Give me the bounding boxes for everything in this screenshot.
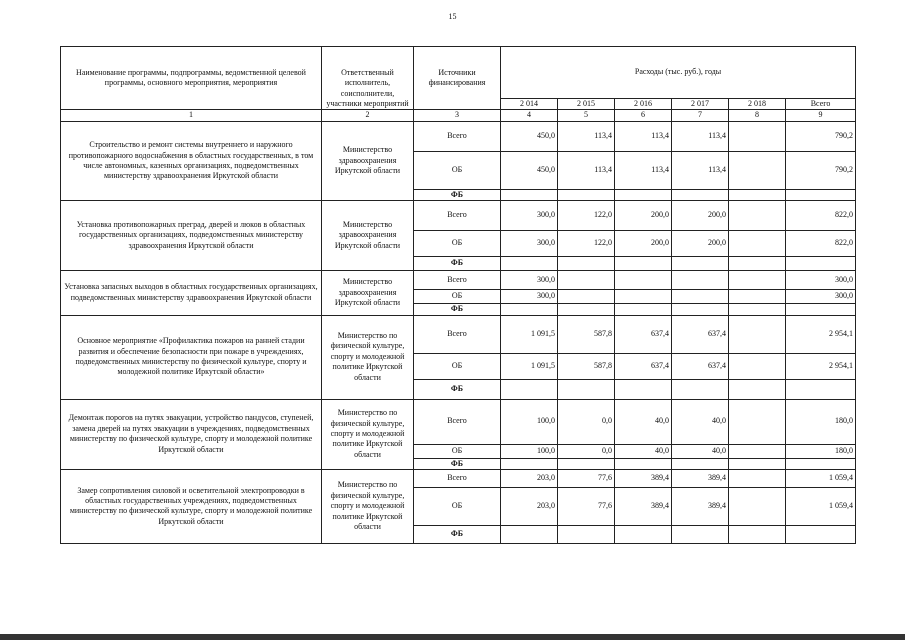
year-value-cell bbox=[672, 189, 729, 200]
responsible-cell: Министерство по физической культуре, спорту и молодежной политике Иркутской области bbox=[322, 469, 414, 543]
header-sources: Источники финансирования bbox=[414, 47, 501, 110]
year-value-cell: 637,4 bbox=[615, 315, 672, 353]
year-value-cell bbox=[501, 525, 558, 543]
year-value-cell bbox=[501, 379, 558, 399]
year-value-cell: 40,0 bbox=[672, 444, 729, 458]
year-value-cell: 300,0 bbox=[501, 231, 558, 257]
year-value-cell bbox=[672, 257, 729, 271]
year-value-cell bbox=[729, 379, 786, 399]
year-value-cell bbox=[615, 189, 672, 200]
scan-edge bbox=[0, 634, 905, 640]
year-value-cell bbox=[729, 399, 786, 444]
total-value-cell bbox=[786, 257, 856, 271]
year-value-cell bbox=[672, 458, 729, 469]
year-header: 2 014 bbox=[501, 99, 558, 110]
program-expenses-table bbox=[60, 46, 856, 544]
year-value-cell: 637,4 bbox=[672, 315, 729, 353]
year-value-cell: 389,4 bbox=[672, 469, 729, 487]
total-value-cell: 2 954,1 bbox=[786, 353, 856, 379]
source-cell: ФБ bbox=[414, 189, 501, 200]
source-cell: Всего bbox=[414, 271, 501, 290]
year-value-cell: 300,0 bbox=[501, 271, 558, 290]
header-expenses: Расходы (тыс. руб.), годы bbox=[501, 47, 856, 99]
year-value-cell: 77,6 bbox=[558, 487, 615, 525]
year-value-cell bbox=[615, 458, 672, 469]
column-number: 3 bbox=[414, 110, 501, 121]
column-number: 6 bbox=[615, 110, 672, 121]
year-value-cell: 113,4 bbox=[615, 151, 672, 189]
year-value-cell: 200,0 bbox=[615, 201, 672, 231]
year-value-cell: 637,4 bbox=[672, 353, 729, 379]
year-value-cell bbox=[729, 121, 786, 151]
table-row bbox=[61, 315, 856, 353]
year-value-cell bbox=[615, 379, 672, 399]
column-number: 9 bbox=[786, 110, 856, 121]
year-value-cell: 113,4 bbox=[615, 121, 672, 151]
year-value-cell bbox=[501, 257, 558, 271]
source-cell: ФБ bbox=[414, 379, 501, 399]
year-value-cell bbox=[729, 458, 786, 469]
total-value-cell: 790,2 bbox=[786, 121, 856, 151]
year-value-cell bbox=[729, 525, 786, 543]
year-value-cell: 450,0 bbox=[501, 151, 558, 189]
page-number: 15 bbox=[448, 12, 457, 21]
source-cell: Всего bbox=[414, 469, 501, 487]
year-value-cell: 203,0 bbox=[501, 487, 558, 525]
year-value-cell bbox=[729, 487, 786, 525]
responsible-cell: Министерство по физической культуре, спорту и молодежной политике Иркутской области bbox=[322, 315, 414, 399]
source-cell: ОБ bbox=[414, 290, 501, 304]
header-name: Наименование программы, подпрограммы, ведомственной целевой программы, основного мероприятия, мероприятия bbox=[61, 47, 322, 110]
year-header: 2 016 bbox=[615, 99, 672, 110]
source-cell: Всего bbox=[414, 315, 501, 353]
table-row bbox=[61, 469, 856, 487]
year-value-cell bbox=[615, 304, 672, 315]
year-value-cell: 40,0 bbox=[615, 444, 672, 458]
year-value-cell bbox=[729, 353, 786, 379]
source-cell: ФБ bbox=[414, 304, 501, 315]
source-cell: ОБ bbox=[414, 487, 501, 525]
source-cell: Всего bbox=[414, 121, 501, 151]
year-value-cell: 389,4 bbox=[672, 487, 729, 525]
year-value-cell bbox=[558, 458, 615, 469]
total-value-cell: 180,0 bbox=[786, 399, 856, 444]
column-number: 8 bbox=[729, 110, 786, 121]
year-value-cell: 113,4 bbox=[558, 151, 615, 189]
year-value-cell bbox=[729, 290, 786, 304]
year-value-cell: 1 091,5 bbox=[501, 353, 558, 379]
source-cell: Всего bbox=[414, 399, 501, 444]
year-header: 2 017 bbox=[672, 99, 729, 110]
year-value-cell bbox=[729, 469, 786, 487]
year-value-cell: 77,6 bbox=[558, 469, 615, 487]
year-value-cell bbox=[615, 257, 672, 271]
year-value-cell: 113,4 bbox=[672, 121, 729, 151]
year-value-cell bbox=[672, 290, 729, 304]
column-number: 1 bbox=[61, 110, 322, 121]
year-value-cell: 122,0 bbox=[558, 201, 615, 231]
year-value-cell bbox=[729, 257, 786, 271]
year-value-cell bbox=[672, 304, 729, 315]
source-cell: Всего bbox=[414, 201, 501, 231]
table-row bbox=[61, 271, 856, 290]
year-value-cell bbox=[729, 201, 786, 231]
source-cell: ОБ bbox=[414, 444, 501, 458]
total-value-cell bbox=[786, 304, 856, 315]
year-value-cell bbox=[558, 525, 615, 543]
year-value-cell bbox=[729, 271, 786, 290]
responsible-cell: Министерство здравоохранения Иркутской области bbox=[322, 201, 414, 271]
year-value-cell: 122,0 bbox=[558, 231, 615, 257]
activity-name-cell: Замер сопротивления силовой и осветительной электропроводки в областных государственных учреждениях, подведомственных министерству по физической культуре, спорту и молодежной политике Иркутской области bbox=[61, 469, 322, 543]
year-value-cell bbox=[615, 525, 672, 543]
activity-name-cell: Строительство и ремонт системы внутреннего и наружного противопожарного водоснабжения в областных государственных, в том числе автономных, казенных организациях, подведомственных министерству здравоохранения Иркутской области bbox=[61, 121, 322, 200]
year-value-cell bbox=[729, 231, 786, 257]
responsible-cell: Министерство здравоохранения Иркутской области bbox=[322, 271, 414, 315]
total-value-cell: 822,0 bbox=[786, 231, 856, 257]
year-value-cell bbox=[558, 257, 615, 271]
source-cell: ФБ bbox=[414, 458, 501, 469]
year-value-cell: 389,4 bbox=[615, 469, 672, 487]
year-value-cell bbox=[729, 304, 786, 315]
column-number: 4 bbox=[501, 110, 558, 121]
year-value-cell bbox=[558, 304, 615, 315]
year-value-cell: 203,0 bbox=[501, 469, 558, 487]
total-value-cell: 822,0 bbox=[786, 201, 856, 231]
responsible-cell: Министерство по физической культуре, спорту и молодежной политике Иркутской области bbox=[322, 399, 414, 469]
year-value-cell: 587,8 bbox=[558, 353, 615, 379]
year-value-cell: 200,0 bbox=[672, 231, 729, 257]
year-value-cell bbox=[501, 189, 558, 200]
year-value-cell bbox=[501, 304, 558, 315]
table-row bbox=[61, 201, 856, 231]
year-value-cell: 389,4 bbox=[615, 487, 672, 525]
total-value-cell: 300,0 bbox=[786, 271, 856, 290]
source-cell: ФБ bbox=[414, 525, 501, 543]
header-responsible: Ответственный исполнитель, соисполнители, участники мероприятий bbox=[322, 47, 414, 110]
source-cell: ОБ bbox=[414, 151, 501, 189]
year-value-cell: 200,0 bbox=[672, 201, 729, 231]
year-value-cell bbox=[615, 271, 672, 290]
year-value-cell: 40,0 bbox=[672, 399, 729, 444]
year-value-cell bbox=[729, 151, 786, 189]
source-cell: ФБ bbox=[414, 257, 501, 271]
year-value-cell bbox=[672, 379, 729, 399]
year-value-cell: 113,4 bbox=[558, 121, 615, 151]
source-cell: ОБ bbox=[414, 231, 501, 257]
total-value-cell: 2 954,1 bbox=[786, 315, 856, 353]
year-value-cell bbox=[558, 271, 615, 290]
year-value-cell: 587,8 bbox=[558, 315, 615, 353]
year-value-cell bbox=[672, 271, 729, 290]
year-value-cell: 0,0 bbox=[558, 399, 615, 444]
year-value-cell bbox=[501, 458, 558, 469]
total-value-cell bbox=[786, 189, 856, 200]
year-value-cell: 40,0 bbox=[615, 399, 672, 444]
year-value-cell: 300,0 bbox=[501, 290, 558, 304]
total-value-cell: 790,2 bbox=[786, 151, 856, 189]
activity-name-cell: Установка запасных выходов в областных государственных организациях, подведомственных министерству здравоохранения Иркутской области bbox=[61, 271, 322, 315]
source-cell: ОБ bbox=[414, 353, 501, 379]
activity-name-cell: Установка противопожарных преград, дверей и люков в областных государственных организациях, подведомственных министерству здравоохранения Иркутской области bbox=[61, 201, 322, 271]
table-row bbox=[61, 399, 856, 444]
column-number: 2 bbox=[322, 110, 414, 121]
year-value-cell: 100,0 bbox=[501, 399, 558, 444]
year-value-cell bbox=[558, 290, 615, 304]
year-header: 2 018 bbox=[729, 99, 786, 110]
year-value-cell: 100,0 bbox=[501, 444, 558, 458]
total-value-cell bbox=[786, 525, 856, 543]
total-value-cell bbox=[786, 458, 856, 469]
activity-name-cell: Основное мероприятие «Профилактика пожаров на ранней стадии развития и обеспечение безопасности при пожаре в учреждениях, подведомственных министерству по физической культуре, спорту и молодежной политике Иркутской области» bbox=[61, 315, 322, 399]
year-header: 2 015 bbox=[558, 99, 615, 110]
column-number: 7 bbox=[672, 110, 729, 121]
total-value-cell: 1 059,4 bbox=[786, 469, 856, 487]
total-value-cell: 1 059,4 bbox=[786, 487, 856, 525]
year-value-cell bbox=[558, 379, 615, 399]
table-row bbox=[61, 121, 856, 151]
responsible-cell: Министерство здравоохранения Иркутской области bbox=[322, 121, 414, 200]
total-header: Всего bbox=[786, 99, 856, 110]
column-number: 5 bbox=[558, 110, 615, 121]
year-value-cell bbox=[729, 189, 786, 200]
year-value-cell bbox=[672, 525, 729, 543]
year-value-cell bbox=[558, 189, 615, 200]
year-value-cell bbox=[729, 315, 786, 353]
year-value-cell: 637,4 bbox=[615, 353, 672, 379]
year-value-cell: 450,0 bbox=[501, 121, 558, 151]
year-value-cell: 0,0 bbox=[558, 444, 615, 458]
year-value-cell: 1 091,5 bbox=[501, 315, 558, 353]
year-value-cell: 113,4 bbox=[672, 151, 729, 189]
activity-name-cell: Демонтаж порогов на путях эвакуации, устройство пандусов, ступеней, замена дверей на путях эвакуации в учреждениях, подведомственных министерству по физической культуре, спорту и молодежной политике Иркутской области bbox=[61, 399, 322, 469]
total-value-cell bbox=[786, 379, 856, 399]
year-value-cell bbox=[729, 444, 786, 458]
year-value-cell bbox=[615, 290, 672, 304]
total-value-cell: 300,0 bbox=[786, 290, 856, 304]
year-value-cell: 200,0 bbox=[615, 231, 672, 257]
year-value-cell: 300,0 bbox=[501, 201, 558, 231]
total-value-cell: 180,0 bbox=[786, 444, 856, 458]
